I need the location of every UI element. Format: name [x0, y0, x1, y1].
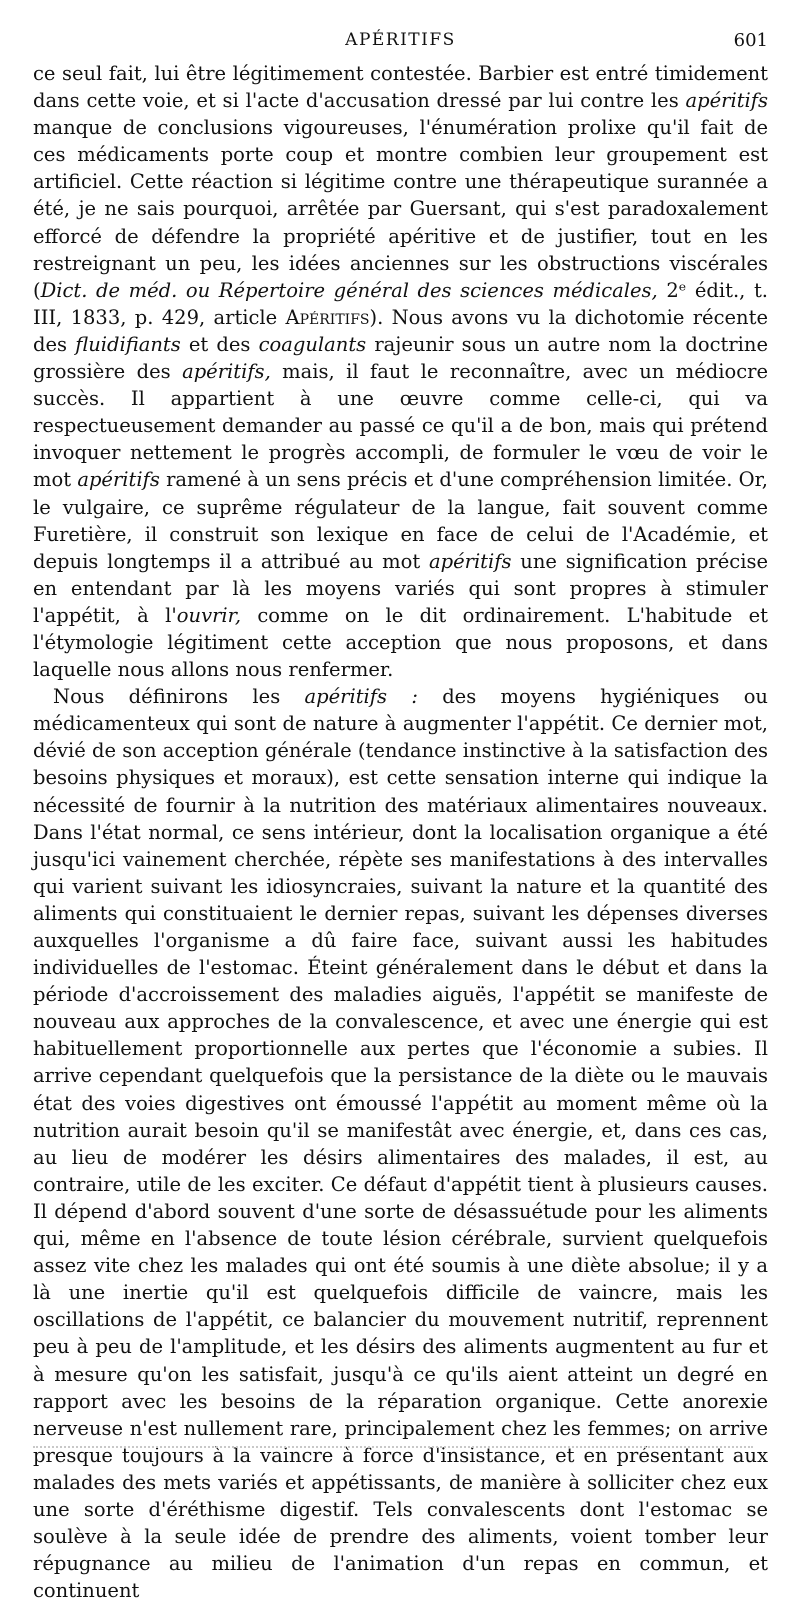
text-run: 2ᵉ édit., t. III, 1833, p. 429, article [33, 278, 768, 329]
text-run: manque de conclusions vigoureuses, l'énumération prolixe qu'il fait de ces médicaments porte coup et montre combien leur groupement est artificiel. Cette réaction si légitime contre une thérapeutique surannée a été, je ne sais pourquoi, arrêtée par Guersant, qui s'est paradoxalement efforcé de défendre la propriété apéritive et de justifier, tout en les restreignant un peu, les idées anciennes sur les obstructions viscérales ( [33, 116, 768, 302]
italic-term: ouvrir, [176, 603, 242, 627]
italic-term: apéritifs [77, 468, 160, 492]
text-run: une signification précise en entendant par là les moyens variés qui sont propres à stimuler l'appétit, à l' [33, 549, 768, 627]
italic-term: fluidifiants [75, 332, 181, 356]
paragraph-continuation [33, 60, 768, 683]
page-number: 601 [733, 30, 768, 51]
text-run: comme on le dit ordinairement. L'habitude et l'étymologie légitiment cette acception que nous proposons, et dans laquelle nous allons nous renfermer. [33, 603, 768, 682]
body-text [33, 60, 768, 1604]
italic-term: apéritifs [685, 89, 768, 113]
bottom-rule [33, 1446, 753, 1454]
running-title: APÉRITIFS [345, 30, 456, 50]
text-run: ). Nous avons vu la dichotomie récente des [33, 305, 768, 356]
italic-term: apéritifs [428, 549, 512, 573]
article-name: Apéritifs [285, 305, 370, 329]
text-run: des moyens hygiéniques ou médicamenteux qui sont de nature à augmenter l'appétit. Ce dernier mot, dévié de son acception générale (tendance instinctive à la satisfaction des besoins physiques et moraux), est cette sensation interne qui indique la nécessité de fournir à la nutrition des matériaux alimentaires nouveaux. Dans l'état normal, ce sens intérieur, dont la localisation organique a été jusqu'ici vainement cherchée, répète ses manifestations à des intervalles qui varient suivant les idiosyncraies, suivant la nature et la quantité des aliments qui constituaient le dernier repas, suivant les dépenses diverses auxquelles l'organisme a dû faire face, suivant aussi les habitudes individuelles de l'estomac. Éteint généralement dans le début et dans la période d'accroissement des maladies aiguës, l'appétit se manifeste de nouveau aux approches de la convalescence, et avec une énergie qui est habituellement proportionnelle aux pertes que l'économie a subies. Il arrive cependant quelquefois que la persistance de la diète ou le mauvais état des voies digestives ont émoussé l'appétit au moment même où la nutrition aurait besoin qu'il se manifestât avec énergie, et, dans ces cas, au lieu de modérer les désirs alimentaires des malades, il est, au contraire, utile de les exciter. Ce défaut d'appétit tient à plusieurs causes. Il dépend d'abord souvent d'une sorte de désassuétude pour les aliments qui, même en l'absence de toute lésion cérébrale, survient quelquefois assez vite chez les malades qui ont été soumis à une diète absolue; il y a là une inertie qu'il est quelquefois difficile de vaincre, mais les oscillations de l'appétit, ce balancier du mouvement nutritif, reprennent peu à peu de l'amplitude, et les désirs des aliments augmentent au fur et à mesure qu'on les satisfait, jusqu'à ce qu'ils aient atteint un degré en rapport avec les besoins de la réparation organique. Cette anorexie nerveuse n'est nullement rare, principalement chez les femmes; on arrive presque toujours à la vaincre à force d'insistance, et en présentant aux malades des mets variés et appétissants, de manière à solliciter chez eux une sorte d'éréthisme digestif. Tels convalescents dont l'estomac se soulève à la seule idée de prendre des aliments, voient tomber leur répugnance au milieu de l'animation d'un repas en commun, et continuent [33, 685, 768, 1603]
citation-title: Dict. de méd. ou Répertoire général des sciences médicales, [40, 278, 658, 302]
text-run: Nous définirons les [53, 685, 305, 709]
text-run: ce seul fait, lui être légitimement contestée. Barbier est entré timidement dans cette voie, et si l'acte d'accusation dressé par lui contre les [33, 62, 768, 113]
running-head [33, 30, 768, 58]
text-run: mais, il faut le reconnaître, avec un médiocre succès. Il appartient à une œuvre comme celle-ci, qui va respectueusement demander au passé ce qu'il a de bon, mais qui prétend invoquer nettement le progrès accompli, de formuler le vœu de voir le mot [33, 360, 769, 492]
paragraph-definition [33, 683, 768, 1604]
italic-term: apéritifs : [304, 685, 418, 709]
italic-term: apéritifs, [182, 360, 271, 384]
text-run: rajeunir sous un autre nom la doctrine grossière des [33, 332, 769, 384]
text-run: ramené à un sens précis et d'une compréhension limitée. Or, le vulgaire, ce suprême régulateur de la langue, fait souvent comme Furetière, il construit son lexique en face de celui de l'Académie, et depuis longtemps il a attribué au mot [33, 468, 769, 573]
italic-term: coagulants [258, 332, 367, 356]
text-run: et des [180, 332, 259, 356]
